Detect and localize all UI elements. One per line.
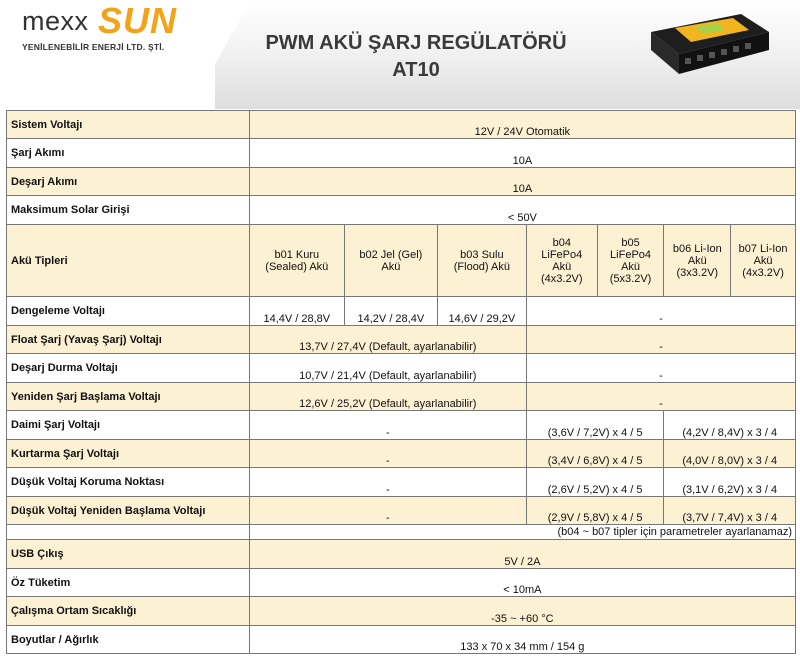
row-label: Deşarj Akımı — [7, 168, 250, 196]
logo-sun: SUN — [98, 0, 178, 41]
row-value: - — [526, 326, 795, 354]
battery-type-b02: b02 Jel (Gel) Akü — [344, 225, 437, 297]
note-empty — [7, 525, 250, 540]
row-value: 14,2V / 28,4V — [344, 297, 437, 326]
row-value: (3,1V / 6,2V) x 3 / 4 — [664, 468, 796, 497]
row-value: - — [526, 383, 795, 411]
row-label: Deşarj Durma Voltajı — [7, 354, 250, 383]
row-value: (2,6V / 5,2V) x 4 / 5 — [526, 468, 664, 497]
table-row — [7, 354, 796, 383]
adjustment-note: (b04 ~ b07 tipler için parametreler ayarlanamaz) — [249, 525, 795, 540]
row-value: - — [526, 297, 795, 326]
row-value: -35 ~ +60 °C — [249, 597, 795, 626]
row-value: - — [249, 440, 526, 468]
row-label: Sistem Voltajı — [7, 111, 250, 139]
row-value: - — [249, 411, 526, 440]
row-label: Kurtarma Şarj Voltajı — [7, 440, 250, 468]
table-row — [7, 168, 796, 196]
row-value: 12V / 24V Otomatik — [249, 111, 795, 139]
battery-type-b05: b05 LiFePo4 Akü (5x3.2V) — [597, 225, 664, 297]
row-label: Yeniden Şarj Başlama Voltajı — [7, 383, 250, 411]
row-value: 10A — [249, 139, 795, 168]
row-value: 10,7V / 21,4V (Default, ayarlanabilir) — [249, 354, 526, 383]
table-row — [7, 297, 796, 326]
table-row — [7, 111, 796, 139]
row-label: Öz Tüketim — [7, 569, 250, 597]
row-value: 14,4V / 28,8V — [249, 297, 344, 326]
table-row — [7, 411, 796, 440]
row-value: (2,9V / 5,8V) x 4 / 5 — [526, 497, 664, 525]
company-logo — [0, 0, 215, 109]
row-label: Şarj Akımı — [7, 139, 250, 168]
row-value: (3,4V / 6,8V) x 4 / 5 — [526, 440, 664, 468]
row-value: 13,7V / 27,4V (Default, ayarlanabilir) — [249, 326, 526, 354]
row-value: - — [249, 468, 526, 497]
row-label: USB Çıkış — [7, 540, 250, 569]
battery-type-b01: b01 Kuru (Sealed) Akü — [249, 225, 344, 297]
logo-tagline: YENİLENEBİLİR ENERJİ LTD. ŞTİ. — [22, 42, 165, 52]
table-row — [7, 196, 796, 225]
row-value: 14,6V / 29,2V — [437, 297, 526, 326]
row-value: < 10mA — [249, 569, 795, 597]
header — [0, 0, 800, 109]
row-value: (3,6V / 7,2V) x 4 / 5 — [526, 411, 664, 440]
table-row — [7, 497, 796, 525]
row-value: 10A — [249, 168, 795, 196]
table-row — [7, 540, 796, 569]
row-value: (4,2V / 8,4V) x 3 / 4 — [664, 411, 796, 440]
row-label: Daimi Şarj Voltajı — [7, 411, 250, 440]
note-row — [7, 525, 796, 540]
row-value: (3,7V / 7,4V) x 3 / 4 — [664, 497, 796, 525]
row-value: - — [249, 497, 526, 525]
table-row — [7, 326, 796, 354]
row-value: 133 x 70 x 34 mm / 154 g — [249, 626, 795, 654]
row-label: Düşük Voltaj Yeniden Başlama Voltajı — [7, 497, 250, 525]
battery-type-b07: b07 Li-Ion Akü (4x3.2V) — [731, 225, 796, 297]
row-label: Düşük Voltaj Koruma Noktası — [7, 468, 250, 497]
row-value: 12,6V / 25,2V (Default, ayarlanabilir) — [249, 383, 526, 411]
row-label: Akü Tipleri — [7, 225, 250, 297]
table-row — [7, 139, 796, 168]
row-value: (4,0V / 8,0V) x 3 / 4 — [664, 440, 796, 468]
row-label: Dengeleme Voltajı — [7, 297, 250, 326]
row-label: Maksimum Solar Girişi — [7, 196, 250, 225]
table-row — [7, 383, 796, 411]
battery-type-b06: b06 Li-Ion Akü (3x3.2V) — [664, 225, 731, 297]
battery-types-row — [7, 225, 796, 297]
row-value: < 50V — [249, 196, 795, 225]
battery-type-b04: b04 LiFePo4 Akü (4x3.2V) — [526, 225, 597, 297]
battery-type-b03: b03 Sulu (Flood) Akü — [437, 225, 526, 297]
row-label: Boyutlar / Ağırlık — [7, 626, 250, 654]
spec-table — [6, 110, 796, 654]
row-label: Float Şarj (Yavaş Şarj) Voltajı — [7, 326, 250, 354]
row-value: 5V / 2A — [249, 540, 795, 569]
page-title: PWM AKÜ ŞARJ REGÜLATÖRÜ — [265, 32, 567, 54]
model-title: AT10 — [392, 59, 440, 81]
charge-controller-image — [645, 10, 773, 78]
table-row — [7, 569, 796, 597]
table-row — [7, 626, 796, 654]
row-label: Çalışma Ortam Sıcaklığı — [7, 597, 250, 626]
table-row — [7, 440, 796, 468]
row-value: - — [526, 354, 795, 383]
table-row — [7, 468, 796, 497]
logo-mexx: mexx — [22, 6, 89, 36]
table-row — [7, 597, 796, 626]
